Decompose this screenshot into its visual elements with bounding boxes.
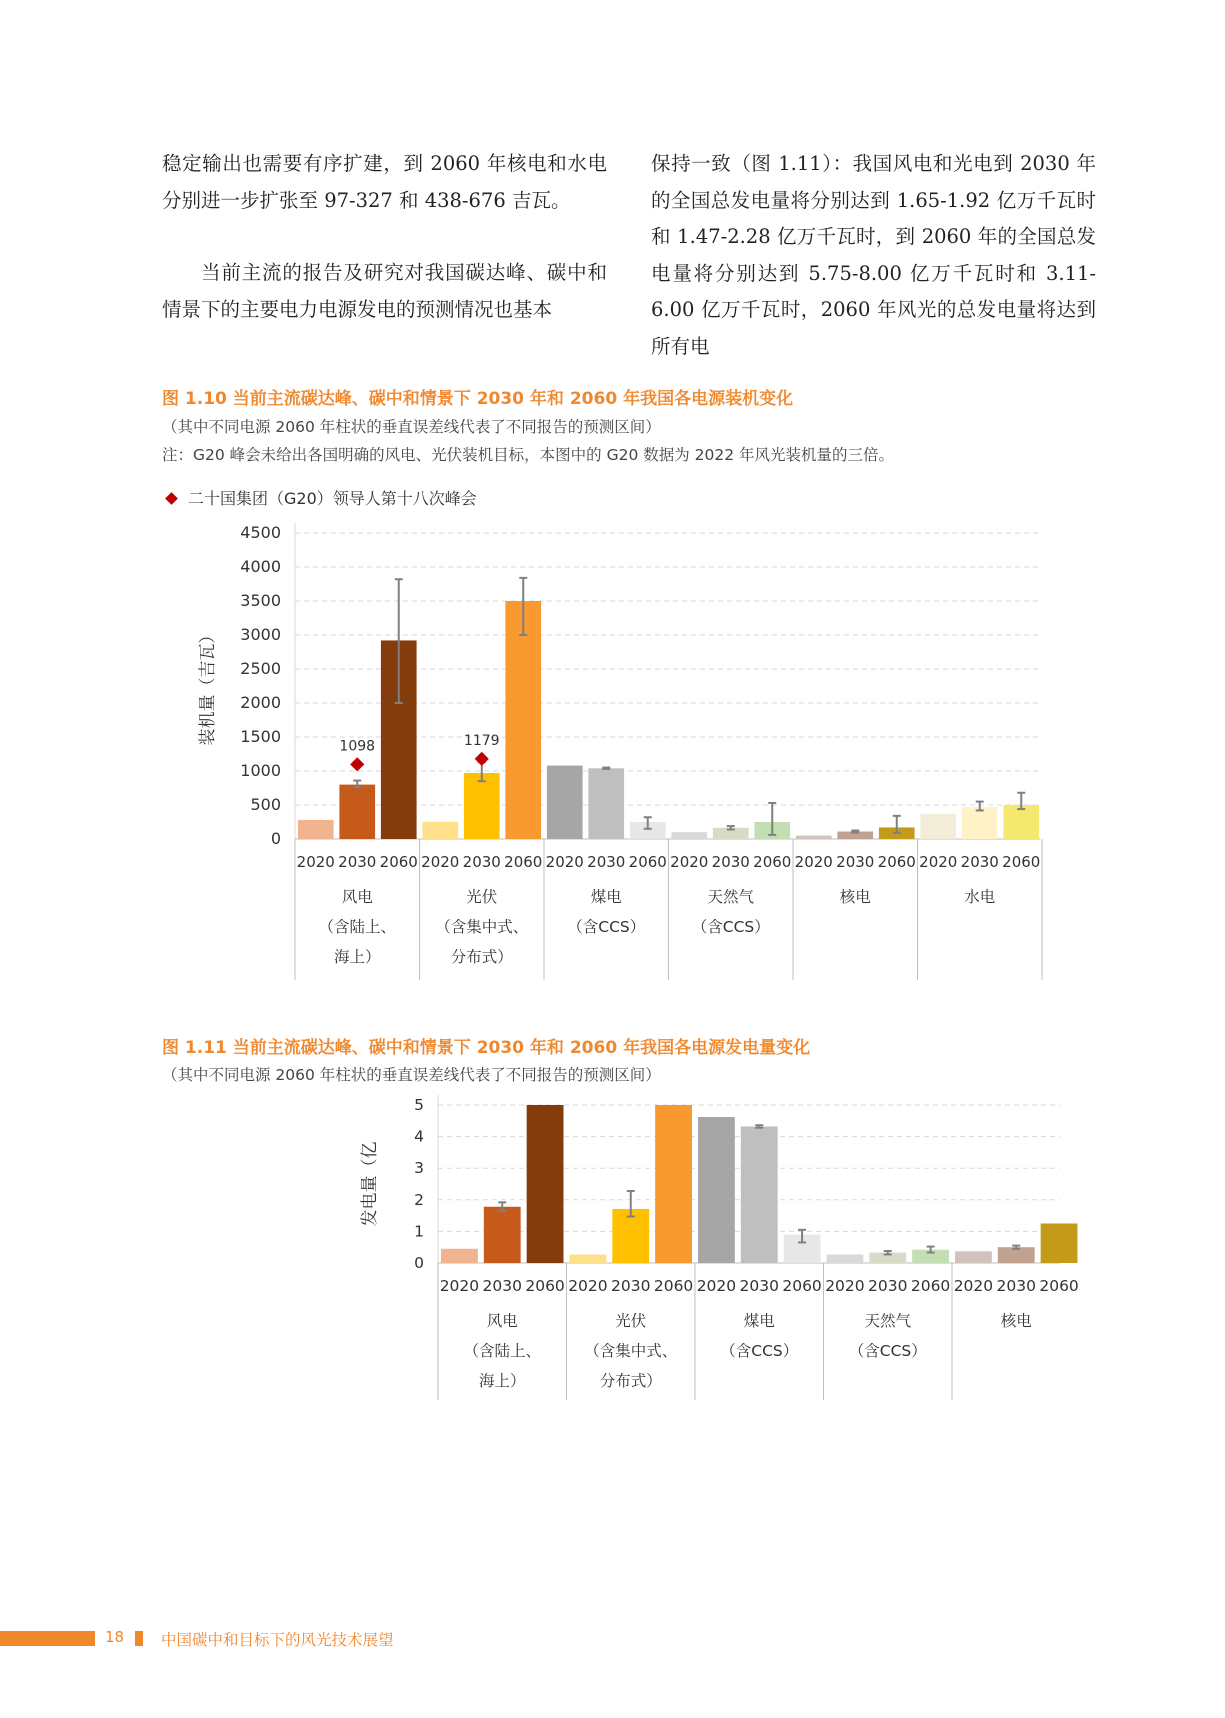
- y-tick-label: 1000: [240, 761, 281, 780]
- g20-data-label: 1179: [463, 732, 500, 749]
- g20-data-label: 1098: [339, 738, 376, 755]
- figure-1-10-note: 注：G20 峰会未给出各国明确的风电、光伏装机目标，本图中的 G20 数据为 2022 年风光装机量的三倍。: [162, 446, 895, 464]
- category-label: 水电: [964, 888, 996, 906]
- x-tick-label: 2020: [825, 1277, 865, 1295]
- bar-2060: [1041, 1224, 1078, 1264]
- bar-2060: [655, 1105, 692, 1263]
- category-label: 光伏: [466, 888, 498, 906]
- category-label: 光伏: [615, 1312, 647, 1330]
- body-paragraph: 保持一致（图 1.11）：我国风电和光电到 2030 年的全国总发电量将分别达到 1.65-1.92 亿万千瓦时和 1.47-2.28 亿万千瓦时，到 2060 年的全国总发电量将分别达到 5.75-8.00 亿万千瓦时和 3.11-6.00 亿万千瓦时，2060 年风光的总发电量将达到所有电: [651, 152, 1096, 358]
- x-tick-label: 2030: [996, 1277, 1036, 1295]
- x-tick-label: 2020: [953, 1277, 994, 1295]
- y-axis-label: 发电量（亿: [360, 1141, 380, 1227]
- bar-2030: [962, 807, 998, 839]
- x-tick-label: 2060: [379, 853, 418, 871]
- installed-capacity-chart: [195, 510, 1075, 990]
- figure-1-10-title: 图 1.10 当前主流碳达峰、碳中和情景下 2030 年和 2060 年我国各电源装机变化: [162, 389, 794, 409]
- category-label: （含集中式、: [584, 1342, 678, 1360]
- y-tick-label: 500: [250, 795, 281, 814]
- figure-1-10-subtitle: （其中不同电源 2060 年柱状的垂直误差线代表了不同报告的预测区间）: [162, 418, 661, 436]
- x-tick-label: 2030: [836, 853, 875, 871]
- y-tick-label: 4: [414, 1127, 424, 1146]
- category-label: （含CCS）: [567, 918, 646, 936]
- x-tick-label: 2060: [877, 853, 916, 871]
- bar-2020: [698, 1117, 735, 1263]
- chart-legend: [167, 486, 477, 509]
- bar-2060: [505, 601, 541, 839]
- x-tick-label: 2060: [753, 853, 792, 871]
- bar-2020: [826, 1254, 863, 1263]
- category-label: （含CCS）: [691, 918, 770, 936]
- x-tick-label: 2030: [587, 853, 626, 871]
- y-tick-label: 3000: [240, 625, 281, 644]
- x-tick-label: 2020: [670, 853, 709, 871]
- bar-2020: [569, 1254, 606, 1263]
- x-tick-label: 2060: [782, 1277, 822, 1295]
- category-label: 海上）: [333, 948, 381, 966]
- category-label: （含集中式、: [435, 918, 529, 936]
- g20-diamond-icon: [165, 492, 178, 505]
- bar-2020: [796, 836, 832, 839]
- bar-2020: [422, 822, 458, 839]
- bar-2020: [441, 1249, 478, 1263]
- y-tick-label: 1: [414, 1222, 424, 1241]
- x-tick-label: 2020: [696, 1277, 737, 1295]
- x-tick-label: 2030: [960, 853, 999, 871]
- bar-2020: [920, 814, 956, 839]
- x-tick-label: 2060: [1002, 853, 1041, 871]
- figure-1-11-title: 图 1.11 当前主流碳达峰、碳中和情景下 2030 年和 2060 年我国各电源发电量变化: [162, 1038, 811, 1058]
- category-label: （含CCS）: [720, 1342, 799, 1360]
- body-paragraph: 当前主流的报告及研究对我国碳达峰、碳中和情景下的主要电力电源发电的预测情况也基本: [162, 261, 607, 321]
- body-text-left-column: [162, 146, 607, 328]
- y-tick-label: 0: [414, 1254, 424, 1272]
- page-number: 18: [105, 1628, 125, 1646]
- x-tick-label: 2030: [482, 1277, 522, 1295]
- g20-marker: [350, 757, 364, 771]
- bar-2060: [527, 1105, 564, 1263]
- category-label: （含陆上、: [463, 1342, 542, 1360]
- x-tick-label: 2030: [739, 1277, 779, 1295]
- bar-2020: [955, 1251, 992, 1263]
- x-tick-label: 2060: [525, 1277, 565, 1295]
- x-tick-label: 2030: [338, 853, 377, 871]
- category-label: 天然气: [707, 888, 755, 906]
- body-paragraph: 稳定输出也需要有序扩建，到 2060 年核电和水电分别进一步扩张至 97-327 和 438-676 吉瓦。: [162, 152, 607, 212]
- category-label: （含CCS）: [848, 1342, 927, 1360]
- x-tick-label: 2020: [439, 1277, 480, 1295]
- x-tick-label: 2030: [868, 1277, 908, 1295]
- bar-2030: [588, 768, 624, 839]
- y-tick-label: 4000: [240, 557, 281, 576]
- y-tick-label: 5: [414, 1096, 424, 1114]
- category-label: 煤电: [590, 888, 622, 906]
- category-label: 海上）: [478, 1372, 526, 1390]
- category-label: 天然气: [864, 1312, 912, 1330]
- g20-marker: [475, 752, 489, 766]
- footer-accent-square: [135, 1631, 143, 1646]
- category-label: 分布式）: [599, 1372, 662, 1390]
- y-tick-label: 0: [270, 829, 281, 848]
- x-tick-label: 2060: [1039, 1277, 1079, 1295]
- footer-accent-bar: [0, 1631, 95, 1646]
- x-tick-label: 2020: [421, 853, 460, 871]
- category-label: 煤电: [743, 1312, 775, 1330]
- category-label: 风电: [341, 888, 373, 906]
- x-tick-label: 2020: [545, 853, 584, 871]
- x-tick-label: 2020: [296, 853, 335, 871]
- x-tick-label: 2060: [910, 1277, 951, 1295]
- y-tick-label: 2000: [240, 693, 281, 712]
- bar-2030: [484, 1207, 521, 1263]
- x-tick-label: 2060: [653, 1277, 694, 1295]
- bar-2030: [339, 785, 375, 839]
- y-tick-label: 2500: [240, 659, 281, 678]
- category-label: 核电: [1000, 1312, 1032, 1330]
- y-tick-label: 4500: [240, 523, 281, 542]
- category-label: 风电: [486, 1312, 518, 1330]
- bar-2060: [1003, 805, 1039, 839]
- y-axis-label: 装机量（吉瓦）: [198, 626, 218, 746]
- bar-2030: [741, 1126, 778, 1263]
- y-tick-label: 1500: [240, 727, 281, 746]
- bar-2020: [298, 820, 334, 839]
- x-tick-label: 2030: [611, 1277, 651, 1295]
- x-tick-label: 2020: [794, 853, 833, 871]
- x-tick-label: 2030: [462, 853, 501, 871]
- x-tick-label: 2020: [919, 853, 958, 871]
- x-tick-label: 2020: [568, 1277, 608, 1295]
- body-text-right-column: [651, 146, 1096, 365]
- figure-1-11-subtitle: （其中不同电源 2060 年柱状的垂直误差线代表了不同报告的预测区间）: [162, 1066, 661, 1084]
- x-tick-label: 2030: [711, 853, 750, 871]
- bar-2030: [464, 773, 500, 839]
- bar-2020: [671, 832, 707, 839]
- y-tick-label: 3500: [240, 591, 281, 610]
- legend-label: 二十国集团（G20）领导人第十八次峰会: [188, 489, 477, 508]
- x-tick-label: 2060: [504, 853, 543, 871]
- category-label: 分布式）: [450, 948, 513, 966]
- x-tick-label: 2060: [628, 853, 667, 871]
- category-label: （含陆上、: [318, 918, 397, 936]
- y-tick-label: 3: [414, 1159, 424, 1178]
- category-label: 核电: [839, 888, 871, 906]
- y-tick-label: 2: [414, 1190, 424, 1209]
- bar-2020: [547, 766, 583, 839]
- footer-title: 中国碳中和目标下的风光技术展望: [161, 1631, 394, 1649]
- power-generation-chart: [355, 1085, 1079, 1415]
